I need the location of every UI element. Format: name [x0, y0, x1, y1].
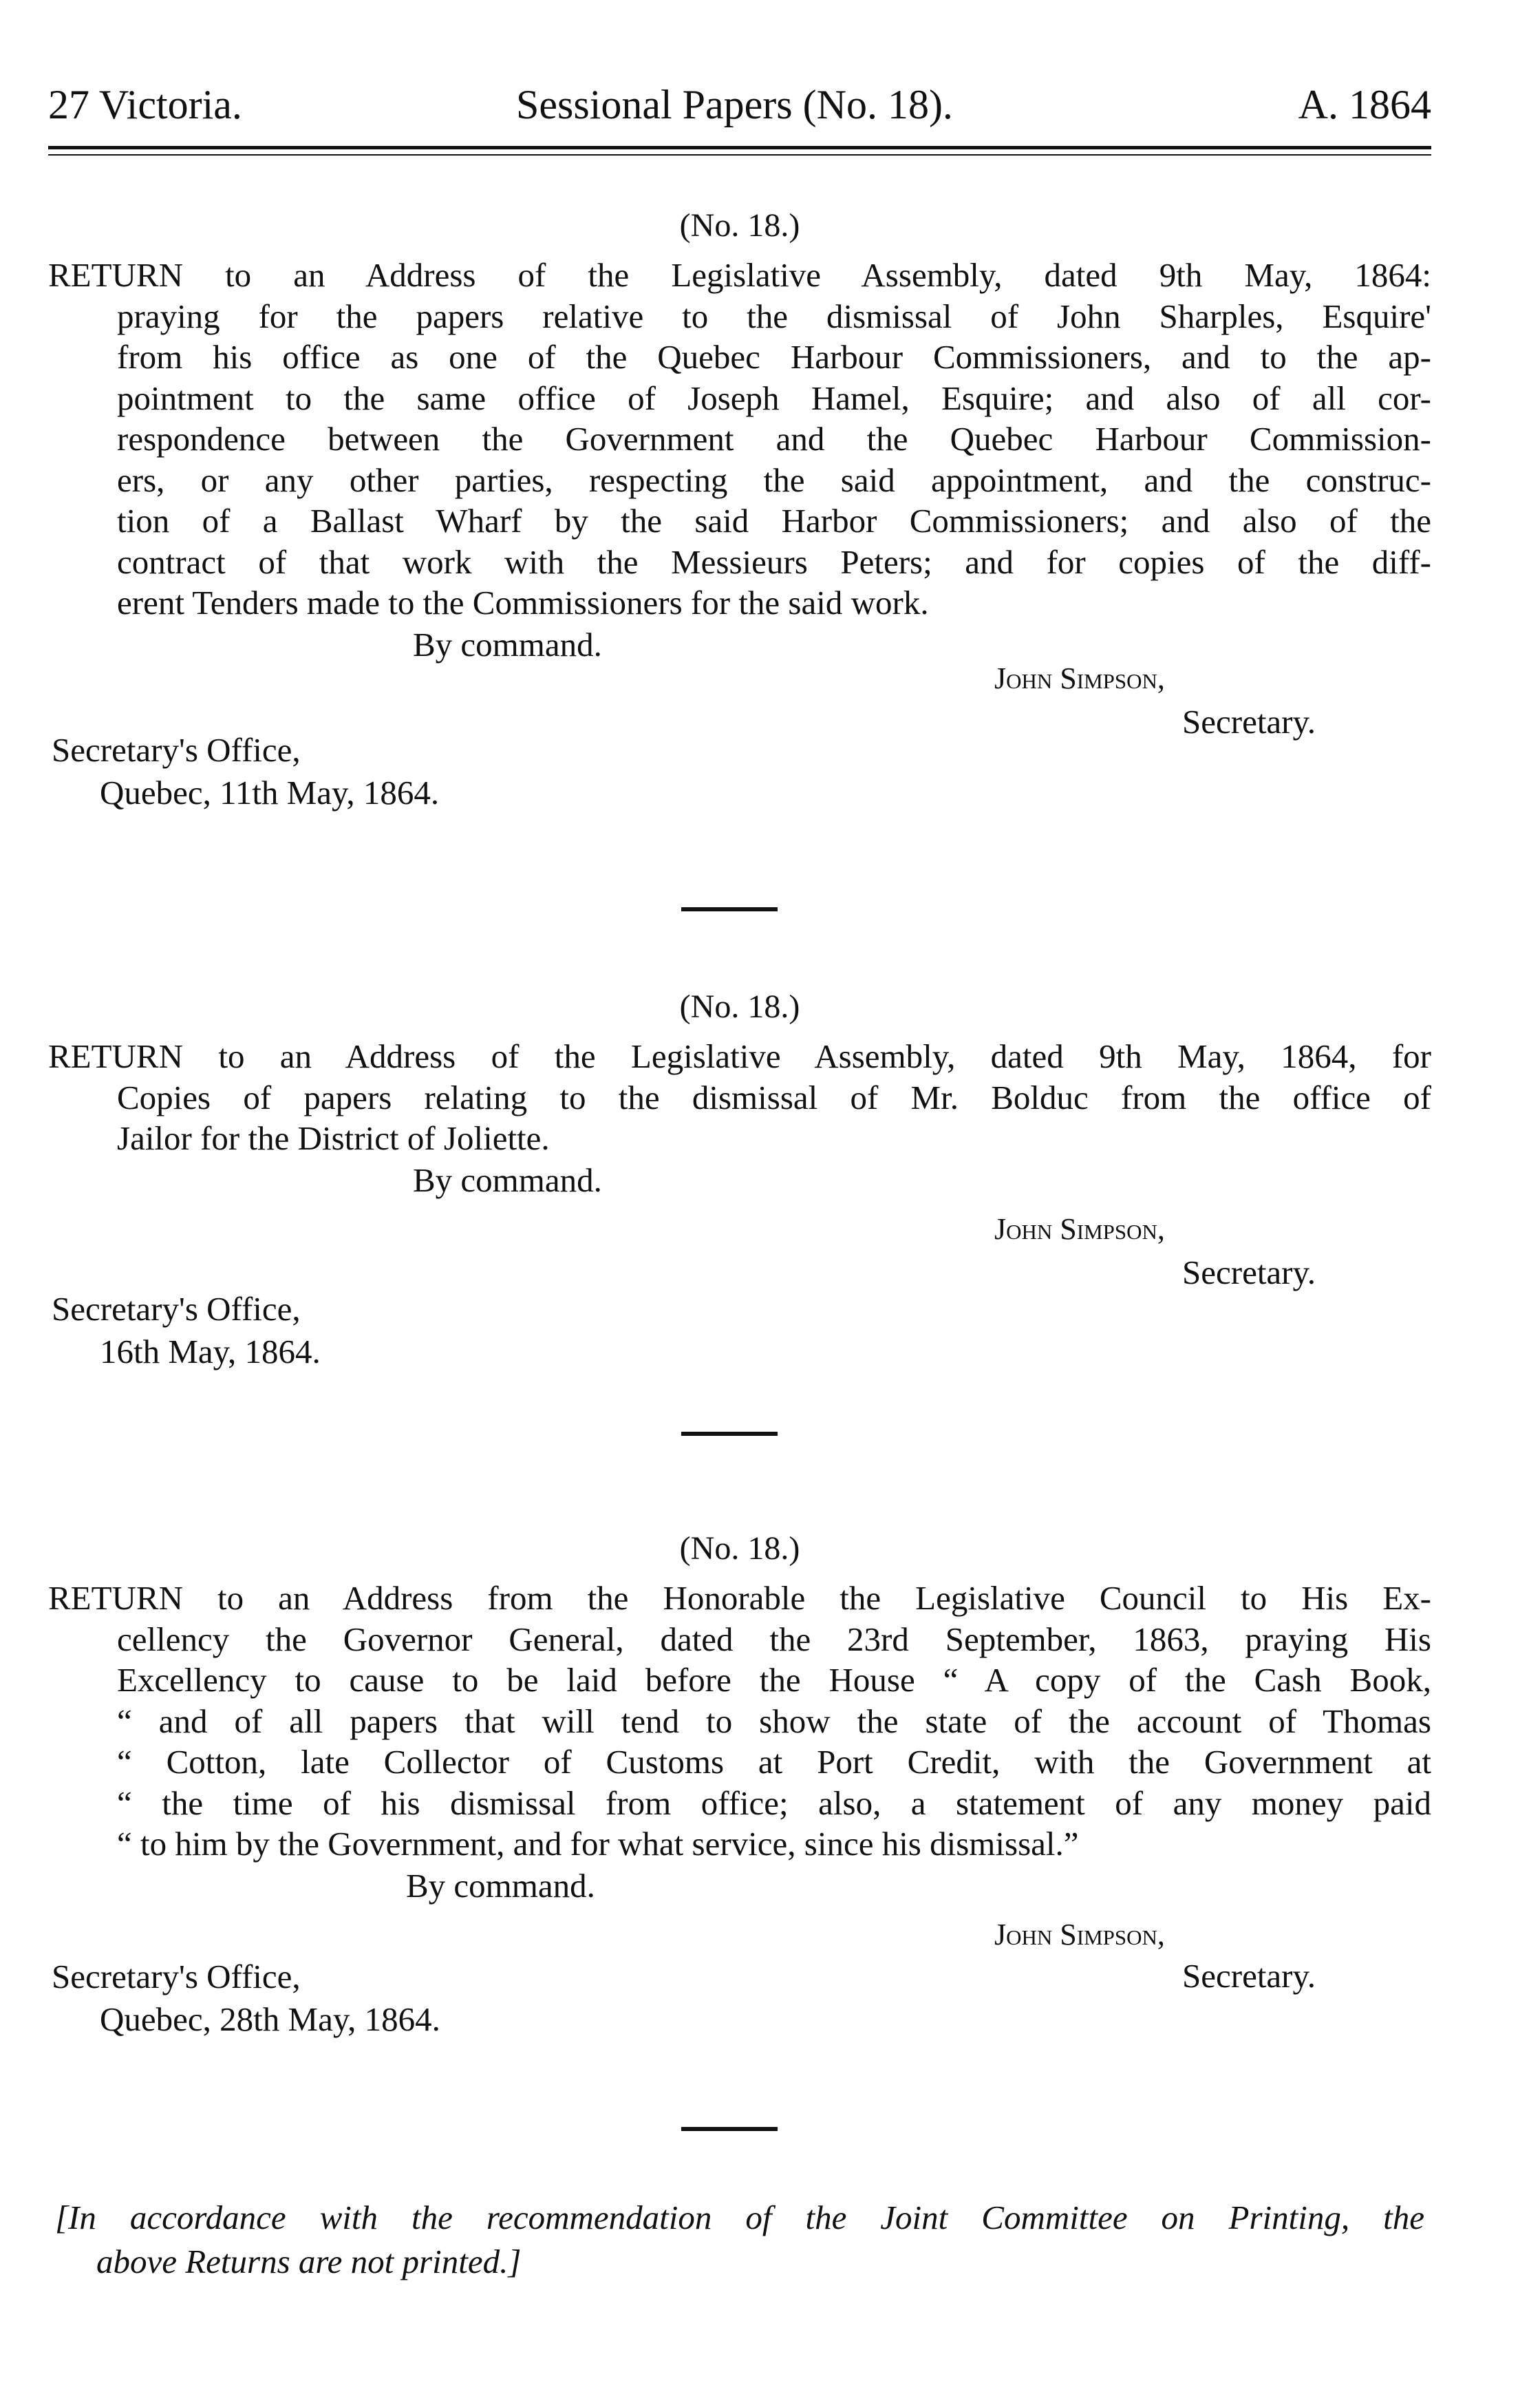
office-line: Secretary's Office, — [52, 731, 301, 769]
by-command: By command. — [413, 1161, 602, 1199]
body-line: RETURN to an Address of the Legislative Assembly, dated 9th May, 1864, for — [48, 1037, 1431, 1075]
body-line: “ the time of his dismissal from office; also, a statement of any money paid — [117, 1783, 1431, 1822]
header-session: 27 Victoria. — [48, 82, 242, 127]
body-line: cellency the Governor General, dated the 23rd September, 1863, praying His — [117, 1620, 1431, 1658]
office-line: Secretary's Office, — [52, 1958, 301, 1995]
body-line: contract of that work with the Messieurs Peters; and for copies of the diff- — [117, 542, 1431, 581]
signatory-name: John Simpson, — [994, 661, 1165, 695]
signatory-title: Secretary. — [1182, 1957, 1316, 1995]
office-date: Quebec, 11th May, 1864. — [100, 774, 440, 812]
body-line: “ to him by the Government, and for what service, since his dismissal.” — [117, 1825, 1079, 1863]
section-body — [48, 1036, 1431, 1159]
section-body — [48, 255, 1431, 624]
header-title: Sessional Papers (No. 18). — [516, 82, 953, 127]
page-header — [48, 81, 1431, 136]
body-line: erent Tenders made to the Commissioners for the said work. — [117, 584, 929, 622]
section-divider — [681, 2127, 778, 2131]
body-line: Excellency to cause to be laid before the House “ A copy of the Cash Book, — [117, 1661, 1431, 1699]
section-body — [48, 1578, 1431, 1865]
return-section-2 — [48, 988, 1431, 1200]
by-command: By command. — [406, 1866, 595, 1905]
body-line: praying for the papers relative to the dismissal of John Sharples, Esquire' — [117, 297, 1431, 335]
signatory-title: Secretary. — [1182, 703, 1316, 741]
body-line: Jailor for the District of Joliette. — [117, 1119, 550, 1157]
body-line: “ and of all papers that will tend to show the state of the account of Thomas — [117, 1702, 1431, 1740]
office-date: Quebec, 28th May, 1864. — [100, 2000, 440, 2038]
office-date: 16th May, 1864. — [100, 1333, 321, 1370]
section-divider — [681, 907, 778, 911]
body-line: RETURN to an Address from the Honorable the Legislative Council to His Ex- — [48, 1579, 1431, 1617]
body-line: pointment to the same office of Joseph Hamel, Esquire; and also of all cor- — [117, 379, 1431, 417]
signatory-title: Secretary. — [1182, 1253, 1316, 1291]
header-rule-thin — [48, 154, 1431, 156]
return-section-3 — [48, 1529, 1431, 1905]
header-year: A. 1864 — [1298, 82, 1431, 127]
body-line: from his office as one of the Quebec Harbour Commissioners, and to the ap- — [117, 338, 1431, 376]
office-line: Secretary's Office, — [52, 1290, 301, 1328]
signatory-name: John Simpson, — [994, 1918, 1165, 1951]
body-line: ers, or any other parties, respecting the said appointment, and the construc- — [117, 460, 1431, 499]
body-line: “ Cotton, late Collector of Customs at Port Credit, with the Government at — [117, 1743, 1431, 1781]
body-line: RETURN to an Address of the Legislative Assembly, dated 9th May, 1864: — [48, 256, 1431, 294]
section-number: (No. 18.) — [679, 988, 800, 1025]
signatory-name: John Simpson, — [994, 1212, 1165, 1246]
section-number: (No. 18.) — [679, 1530, 800, 1567]
section-number: (No. 18.) — [679, 207, 800, 244]
body-line: respondence between the Government and the Quebec Harbour Commission- — [117, 420, 1431, 458]
section-divider — [681, 1432, 778, 1436]
header-rule-thick — [48, 146, 1431, 149]
printing-note-line: above Returns are not printed.] — [96, 2243, 522, 2280]
printing-note — [55, 2196, 1424, 2284]
return-section-1 — [48, 206, 1431, 664]
printing-note-line: [In accordance with the recommendation of the Joint Committee on Printing, the — [55, 2199, 1424, 2236]
body-line: tion of a Ballast Wharf by the said Harbor Commissioners; and also of the — [117, 502, 1431, 540]
body-line: Copies of papers relating to the dismissal of Mr. Bolduc from the office of — [117, 1078, 1431, 1116]
by-command: By command. — [413, 625, 602, 664]
